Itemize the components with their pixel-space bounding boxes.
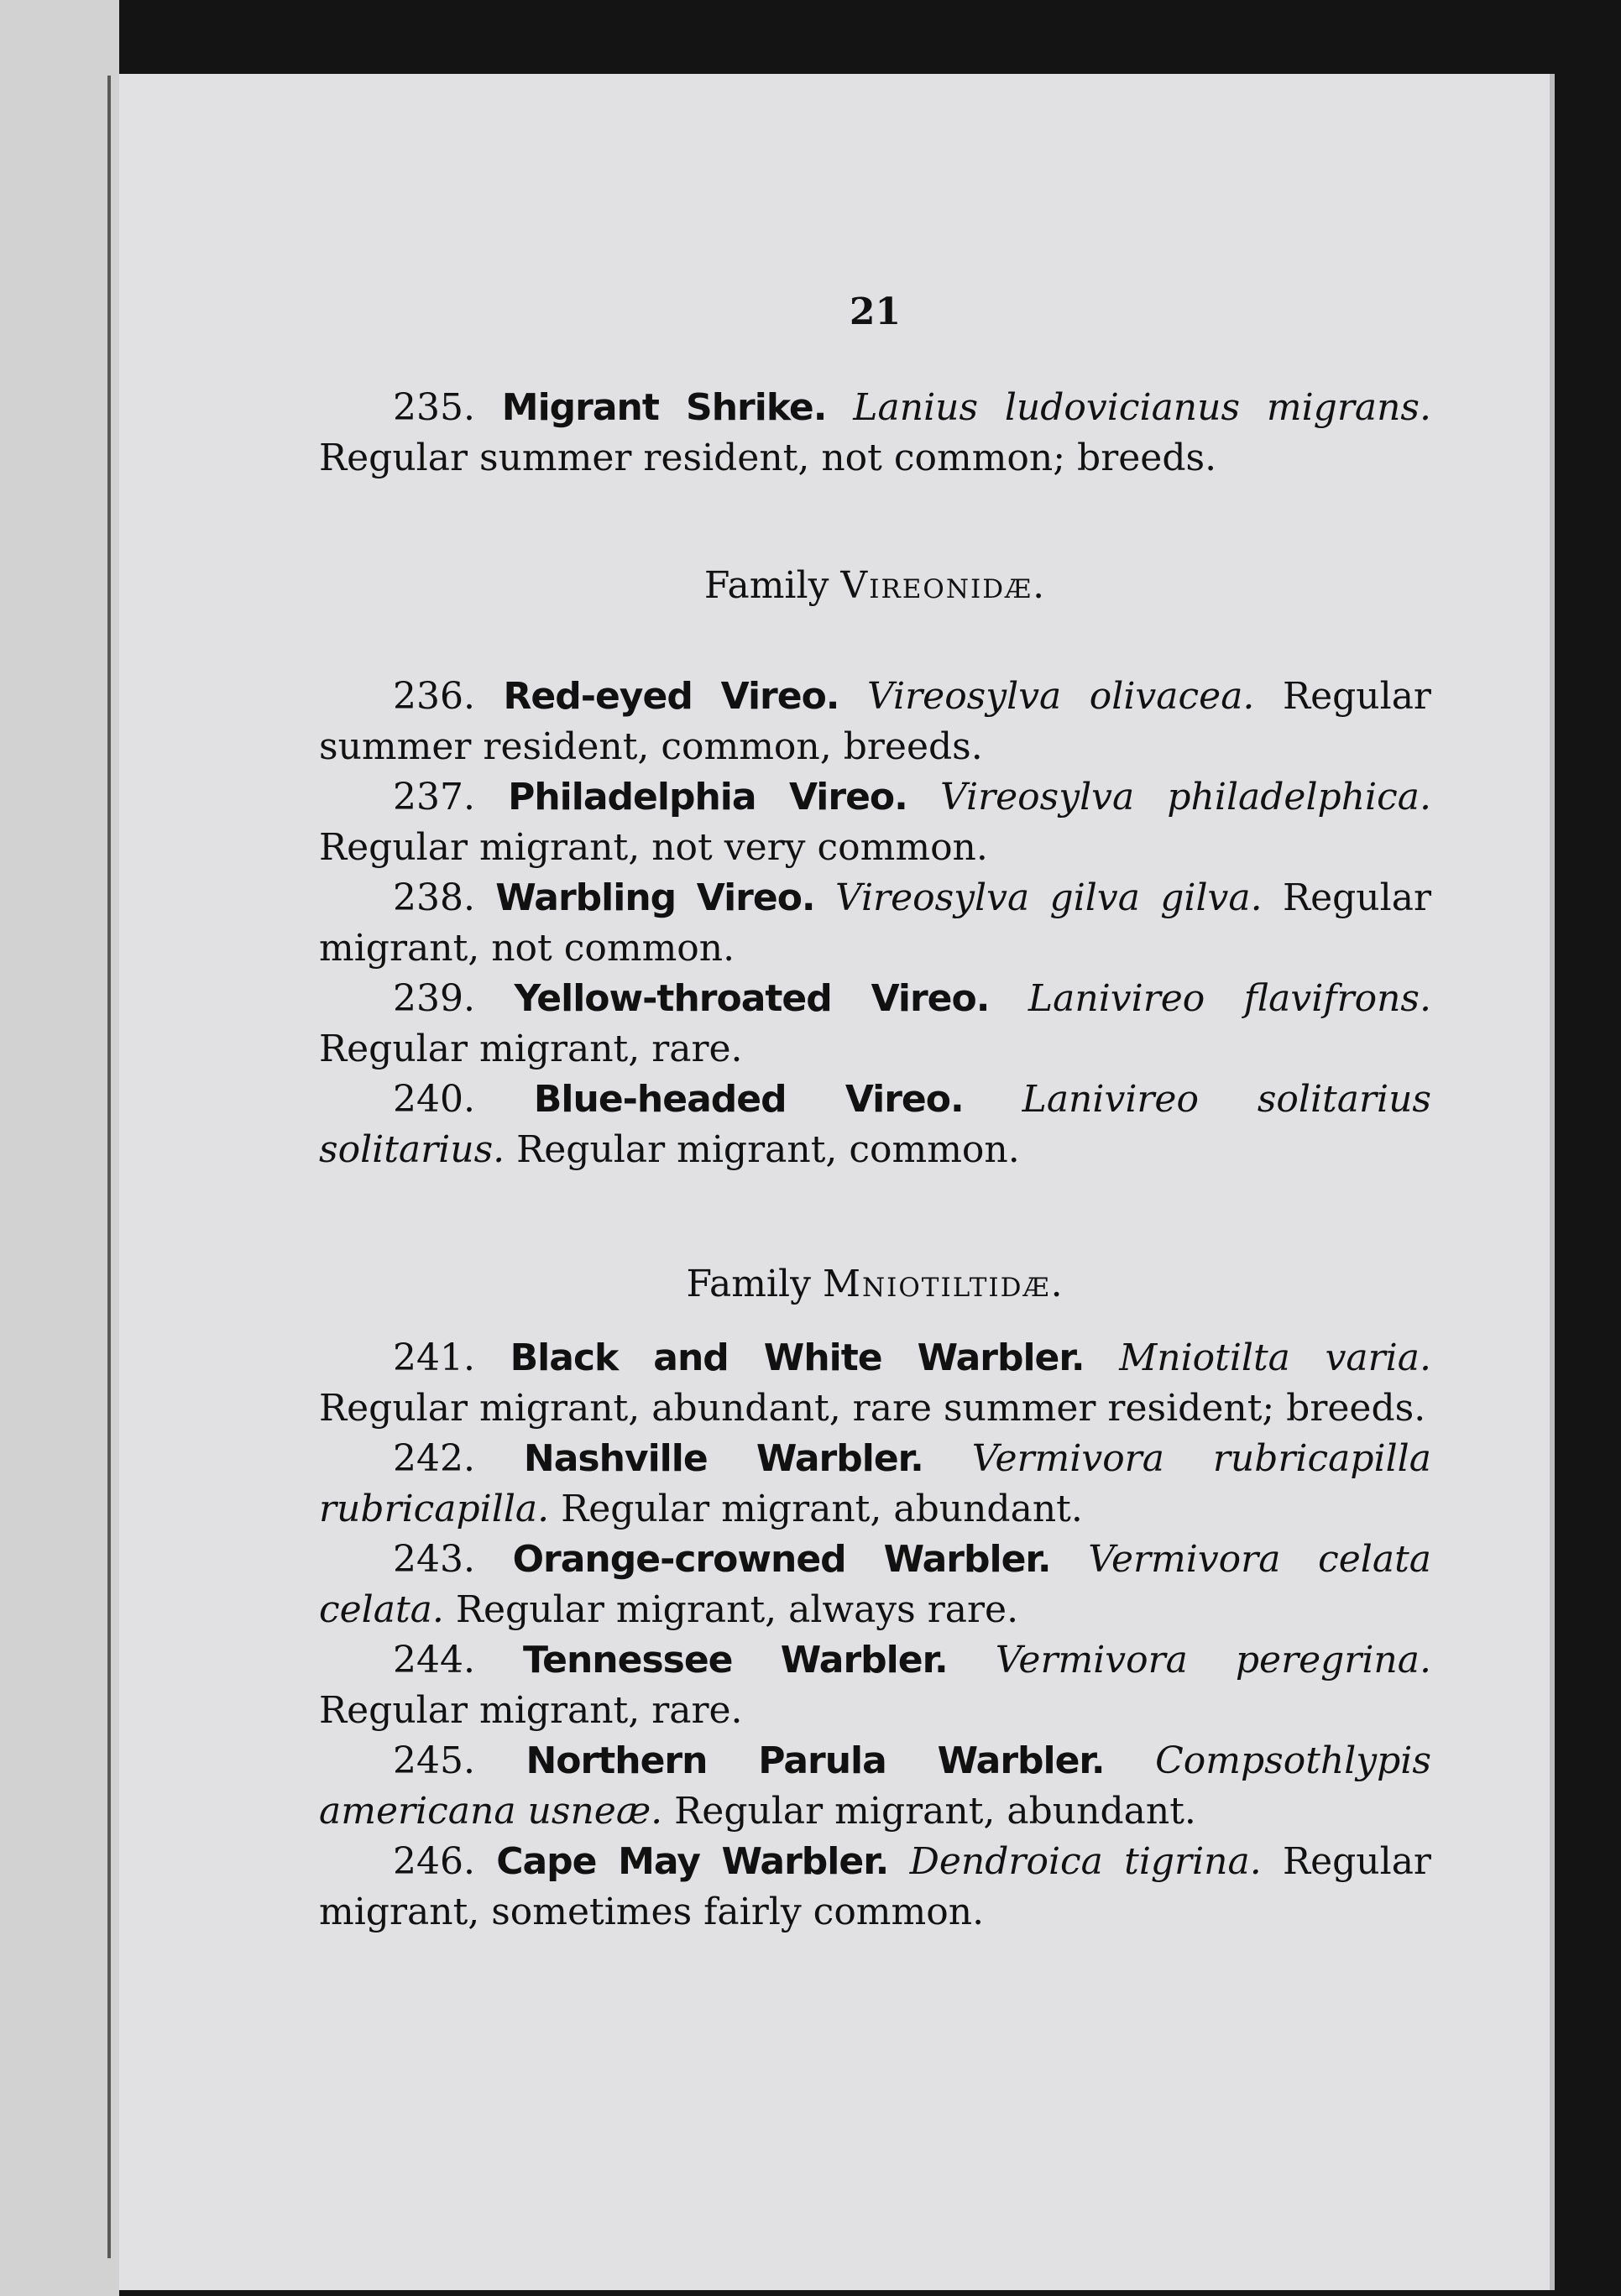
- scientific-name: Vermivora rubricapilla rubricapilla.: [319, 1437, 1431, 1530]
- species-entry: [319, 1635, 1431, 1736]
- family-label: Family: [703, 564, 829, 607]
- species-entry: [319, 1075, 1431, 1175]
- scientific-name: Lanius ludovicianus migrans.: [853, 386, 1431, 429]
- species-entry: [319, 383, 1431, 484]
- status-note: Regular migrant, always rare.: [455, 1588, 1019, 1631]
- scientific-name: Lanivireo solitarius solitarius.: [319, 1078, 1431, 1171]
- section-shrike: [319, 383, 1431, 484]
- book-page: [119, 74, 1555, 2290]
- scientific-name: Vireosylva olivacea.: [867, 675, 1255, 718]
- family-label: Family: [686, 1263, 811, 1305]
- scientific-name: Lanivireo flavifrons.: [1028, 977, 1431, 1020]
- entry-number: 242.: [393, 1437, 475, 1480]
- scientific-name: Mniotilta varia.: [1119, 1336, 1431, 1379]
- family-heading: [319, 1259, 1431, 1310]
- common-name: Tennessee Warbler.: [522, 1639, 948, 1681]
- common-name: Philadelphia Vireo.: [508, 776, 907, 819]
- section-mniotiltidae-entries: [319, 1333, 1431, 1938]
- common-name: Warbling Vireo.: [495, 876, 815, 919]
- entry-number: 238.: [393, 876, 475, 919]
- common-name: Migrant Shrike.: [501, 386, 827, 429]
- status-note: Regular migrant, abundant.: [561, 1488, 1083, 1530]
- status-note: Regular migrant, not common.: [319, 876, 1431, 970]
- status-note: Regular migrant, rare.: [319, 1028, 743, 1070]
- species-entry: [319, 1837, 1431, 1938]
- section-vireonidae-entries: [319, 672, 1431, 1175]
- status-note: Regular migrant, sometimes fairly common.: [319, 1840, 1431, 1933]
- common-name: Orange-crowned Warbler.: [512, 1538, 1051, 1581]
- entry-number: 245.: [393, 1739, 475, 1782]
- entry-number: 246.: [393, 1840, 475, 1883]
- scientific-name: Vermivora celata celata.: [319, 1538, 1431, 1631]
- common-name: Cape May Warbler.: [496, 1840, 889, 1883]
- species-entry: [319, 873, 1431, 974]
- entry-number: 239.: [393, 977, 475, 1020]
- species-entry: [319, 772, 1431, 873]
- species-entry: [319, 1535, 1431, 1635]
- common-name: Nashville Warbler.: [523, 1437, 923, 1480]
- common-name: Northern Parula Warbler.: [526, 1739, 1105, 1782]
- section-vireonidae: [319, 561, 1431, 611]
- common-name: Blue-headed Vireo.: [533, 1078, 964, 1121]
- scientific-name: Vireosylva gilva gilva.: [834, 876, 1263, 919]
- facing-page-edge: [0, 0, 119, 2296]
- common-name: Yellow-throated Vireo.: [514, 977, 990, 1020]
- status-note: Regular summer resident, common, breeds.: [319, 675, 1431, 768]
- species-entry: [319, 672, 1431, 772]
- common-name: Black and White Warbler.: [510, 1336, 1085, 1379]
- entry-number: 235.: [393, 386, 475, 429]
- entry-number: 244.: [393, 1639, 475, 1681]
- status-note: Regular migrant, abundant, rare summer resident; breeds.: [319, 1387, 1426, 1430]
- entry-number: 243.: [393, 1538, 475, 1581]
- common-name: Red-eyed Vireo.: [503, 675, 839, 718]
- family-heading: [319, 561, 1431, 611]
- scientific-name: Vermivora peregrina.: [995, 1639, 1431, 1681]
- status-note: Regular summer resident, not common; breeds.: [319, 437, 1217, 479]
- section-mniotiltidae: [319, 1259, 1431, 1310]
- species-entry: [319, 1333, 1431, 1434]
- gutter-line: [107, 76, 111, 2258]
- page-number: 21: [849, 290, 902, 333]
- scientific-name: Dendroica tigrina.: [909, 1840, 1262, 1883]
- scientific-name: Vireosylva philadelphica.: [940, 776, 1431, 819]
- entry-number: 241.: [393, 1336, 475, 1379]
- species-entry: [319, 1434, 1431, 1535]
- status-note: Regular migrant, rare.: [319, 1689, 743, 1732]
- family-name: Mniotiltidæ.: [822, 1263, 1064, 1305]
- species-entry: [319, 1736, 1431, 1837]
- entry-number: 236.: [393, 675, 475, 718]
- entry-number: 240.: [393, 1078, 475, 1121]
- species-entry: [319, 974, 1431, 1075]
- scientific-name: Compsothlypis americana usneæ.: [319, 1739, 1431, 1833]
- family-name: Vireonidæ.: [840, 564, 1047, 607]
- status-note: Regular migrant, common.: [516, 1128, 1020, 1171]
- entry-number: 237.: [393, 776, 475, 819]
- page-edge: [1550, 74, 1555, 2290]
- status-note: Regular migrant, not very common.: [319, 826, 988, 869]
- status-note: Regular migrant, abundant.: [674, 1790, 1196, 1833]
